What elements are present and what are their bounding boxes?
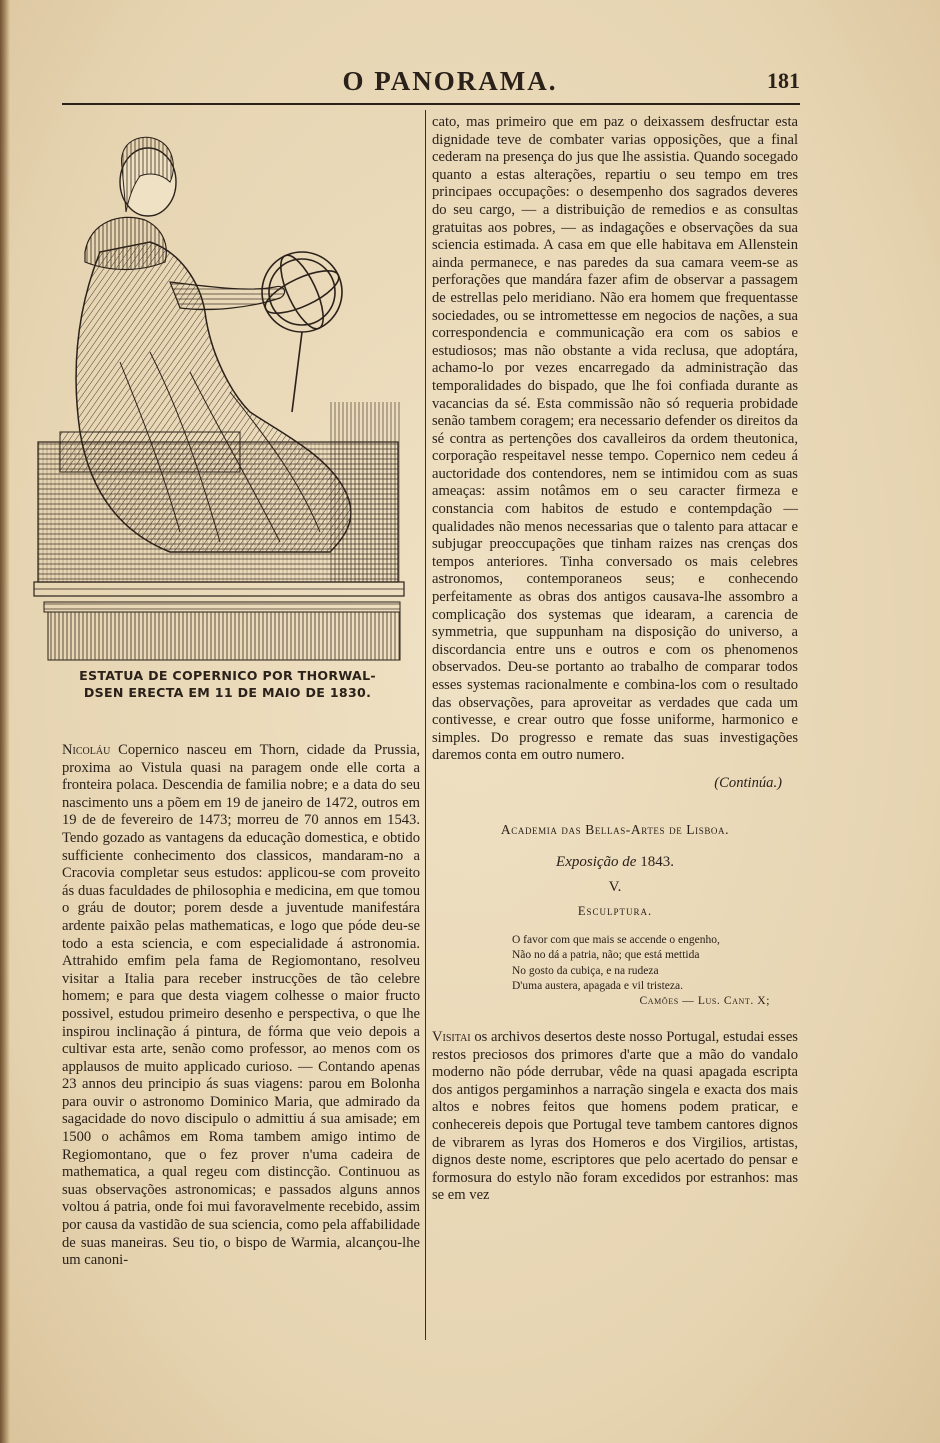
exposicao-heading	[432, 854, 798, 871]
article-continuation: cato, mas primeiro que em paz o deixassem desfructar esta dignidade teve de combater varias opposições, que a final cederam na presença do jus que lhe assistia. Quando socegado quanto a estas alterações, repartiu o seu tempo em tres principaes occupações: o desempenho dos sagrados deveres do seu cargo, — a distribuição de remedios e as consultas gratuitas aos pobres, — as indagações e observações da sua sciencia estimada. A casa em que elle habitava em Allenstein ainda permanece, e nas paredes da sua camara veem-se as perforações que mandára fazer afim de observar a passagem de estrellas pelo meridiano. Não era homem que frequentasse sociedades, ou se intromettesse em negocios de nações, a sua correspondencia e communicação era com os sabios e estudiosos; mas não obstante a vida reclusa, que adoptára, achamo-lo por vezes encarregado da administração das temporalidades do bispado, que lhe foi confiada durante as vacancias da sé. Esta commissão não só requeria probidade senão tambem coragem; era necessario defender os direitos da sé contra as pertenções dos cavalleiros da ordem theutonica, corporação respeitavel nesse tempo. Copernico nem cedeu á auctoridade dos contendores, nem se intimidou com as suas ameaças: assim notâmos em o seu caracter firmeza e constancia com habitos de estudo e contempdação — qualidades não menos necessarias que o talento para attacar e subjugar preoccupações que tinham raizes nas crenças dos tempos anteriores. Tinha conversado os mais celebres astronomos, contemporaneos seus; e conhecendo perfeitamente as obras dos antigos causava-lhe assombro a complicação dos systemas que idearam, a carencia de symmetria, que suppunham na disposição do universo, a discordancia entre uns e outros e com os phenomenos observados. Deu-se portanto ao trabalho de comparar todos esses systemas racionalmente e combina-los com o resultado das observações, para aproveitar as verdades que cada um contivesse, e crear outro que fosse uniforme, harmonico e simples. Do progresso e remate das suas investigações daremos conta em outro numero.	[432, 114, 798, 764]
statue-engraving-image	[30, 112, 412, 664]
exposicao-label: Exposição de	[556, 853, 637, 870]
article-paragraph	[62, 742, 420, 1270]
epigraph	[432, 933, 798, 1007]
masthead-title: O PANORAMA.	[342, 66, 558, 96]
section-text: os archivos desertos deste nosso Portugal, estudai esses restos preciosos dos primores d'arte que a mão do vandalo moderno não póde derrubar, vêde na quasi apagada escripta dos antigos pergaminhos a narração singela e exacta dos mais altos e nobres feitos que homens podem praticar, e conhecereis depois que Portugal teve tambem cantores dignos de vibrarem as lyras dos Homeros e dos Virgilios, artistas, dignos deste nome, escriptores que pelo acertado do pensar e formosura do estylo não foram excedidos por estranhos: mas se em vez	[432, 1028, 798, 1204]
chapter-number: V.	[608, 878, 622, 895]
section-subtitle: Esculptura.	[577, 903, 653, 918]
header-rule	[62, 103, 800, 105]
epigraph-line: D'uma austera, apagada e vil tristeza.	[512, 980, 683, 993]
section-title: Academia das Bellas-Artes de Lisboa.	[500, 821, 730, 837]
epigraph-line: Não no dá a patria, não; que está mettida	[512, 949, 700, 962]
figure-caption	[55, 667, 400, 701]
caption-line-2: DSEN ERECTA EM 11 DE MAIO DE 1830.	[83, 685, 372, 700]
section-paragraph	[432, 1029, 798, 1205]
epigraph-line: No gosto da cubiça, e na rudeza	[512, 964, 659, 977]
continua-note: (Continúa.)	[714, 774, 782, 791]
column-divider	[425, 110, 426, 1340]
binding-edge	[0, 0, 10, 1443]
lead-word: Nicoláu	[62, 742, 111, 758]
epigraph-line: O favor com que mais se accende o engenho,	[512, 933, 720, 946]
exposicao-year: 1843.	[640, 853, 674, 870]
epigraph-attribution: Camões — Lus. Cant. X;	[639, 994, 770, 1007]
page-header	[60, 62, 800, 102]
article-text: Copernico nasceu em Thorn, cidade da Prussia, proxima ao Vistula quasi na paragem onde elle corta a fronteira polaca. Descendia de familia nobre; e a data do seu nascimento uns a põem em 19 de janeiro de 1472, outros em 19 de de fevereiro de 1473; morreu de 70 annos em 1543. Tendo gozado as vantagens da educação domestica, e obtido sufficiente conhecimento dos classicos, mandaram-no a Cracovia completar seus estudos: applicou-se com proveito ás duas faculdades de philosophia e medicina, em que tomou o gráu de doutor; porem desde a juventude manifestára ardente paixão pelas mathematicas, e logo que póde deu-se todo a esta sciencia, e com especialidade á astronomia. Attrahido emfim pela fama de Regiomontano, resolveu visitar a Italia para receber instrucções de tão celebre homem; e para que desta viagem colhesse o maior fructo possivel, estudou primeiro desenho e perspectiva, o que lhe inspirou inclinação á pintura, de fórma que veio depois a cultivar esta arte, senão como professor, ao menos com os applausos de muito applicado curioso. — Contando apenas 23 annos deu principio ás suas viagens: parou em Bolonha para ouvir o astronomo Dominico Maria, que admirado da sagacidade do novo discipulo o admittiu á sua amisade; em 1500 o achâmos em Roma tambem amigo intimo de Regiomontano, que o fez prover n'uma cadeira de mathematica, a qual regeu com distincção. Continuou as suas observações astronomicas; e passados alguns annos voltou á patria, onde foi mui favoravelmente recebido, assim por causa da vastidão de sua sciencia, como pela affabilidade de suas maneiras. Seu tio, o bispo de Warmia, alcançou-lhe um canoni-	[62, 742, 420, 1269]
section-lead-word: Visitai	[432, 1028, 471, 1045]
article-right-column	[432, 114, 798, 1205]
caption-line-1: ESTATUA DE COPERNICO POR THORWAL-	[79, 668, 376, 683]
article-left-column	[62, 742, 420, 1270]
page-number: 181	[767, 68, 800, 93]
